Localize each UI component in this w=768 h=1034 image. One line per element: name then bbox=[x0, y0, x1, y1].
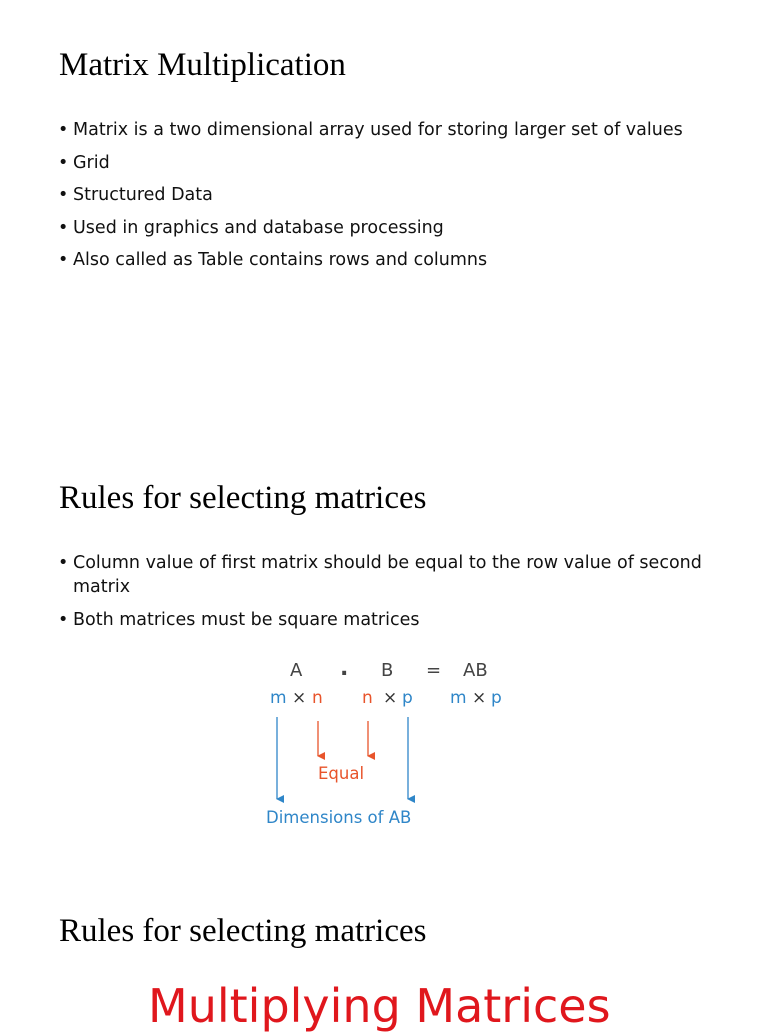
bullet-text: Column value of first matrix should be equal to the row value of second matrix bbox=[73, 553, 702, 597]
matrix-ab-label: AB bbox=[463, 660, 488, 681]
bullet-text: Structured Data bbox=[73, 185, 213, 205]
bullet-text: Also called as Table contains rows and columns bbox=[73, 250, 488, 270]
dim-ab-m: m bbox=[450, 688, 467, 708]
bullet-dot: • bbox=[58, 120, 69, 140]
dim-b-times: × bbox=[383, 688, 398, 708]
bullet-text: Matrix is a two dimensional array used for storing larger set of values bbox=[73, 120, 683, 140]
bullet-dot: • bbox=[58, 152, 69, 173]
bullet-dot: • bbox=[58, 609, 69, 630]
matrix-b-label: B bbox=[381, 660, 394, 681]
bullet-text: Used in graphics and database processing bbox=[73, 217, 444, 238]
equal-label: Equal bbox=[318, 764, 365, 783]
dim-a-n: n bbox=[312, 688, 323, 708]
slide-title: Matrix Multiplication bbox=[59, 47, 346, 83]
bullet-text: Both matrices must be square matrices bbox=[73, 609, 420, 630]
dim-ab-times: × bbox=[472, 688, 487, 708]
dot-operator: . bbox=[340, 656, 349, 681]
slide-title: Rules for selecting matrices bbox=[59, 913, 427, 949]
dim-a-m: m bbox=[270, 688, 287, 708]
dim-b-p: p bbox=[402, 688, 413, 708]
matrix-a-label: A bbox=[290, 660, 303, 681]
bullet-dot: • bbox=[58, 185, 69, 205]
bullet-text: Grid bbox=[73, 152, 110, 173]
bullet-dot: • bbox=[58, 553, 69, 573]
slide-title: Rules for selecting matrices bbox=[59, 480, 427, 516]
bullet-dot: • bbox=[58, 217, 69, 238]
dim-b-n: n bbox=[362, 688, 373, 708]
multiplying-matrices-banner: Multiplying Matrices bbox=[148, 979, 611, 1033]
dimensions-of-ab-label: Dimensions of AB bbox=[266, 808, 412, 827]
equals-sign: = bbox=[426, 660, 442, 681]
dim-a-times: × bbox=[292, 688, 307, 708]
dim-ab-p: p bbox=[491, 688, 502, 708]
bullet-dot: • bbox=[58, 250, 69, 270]
